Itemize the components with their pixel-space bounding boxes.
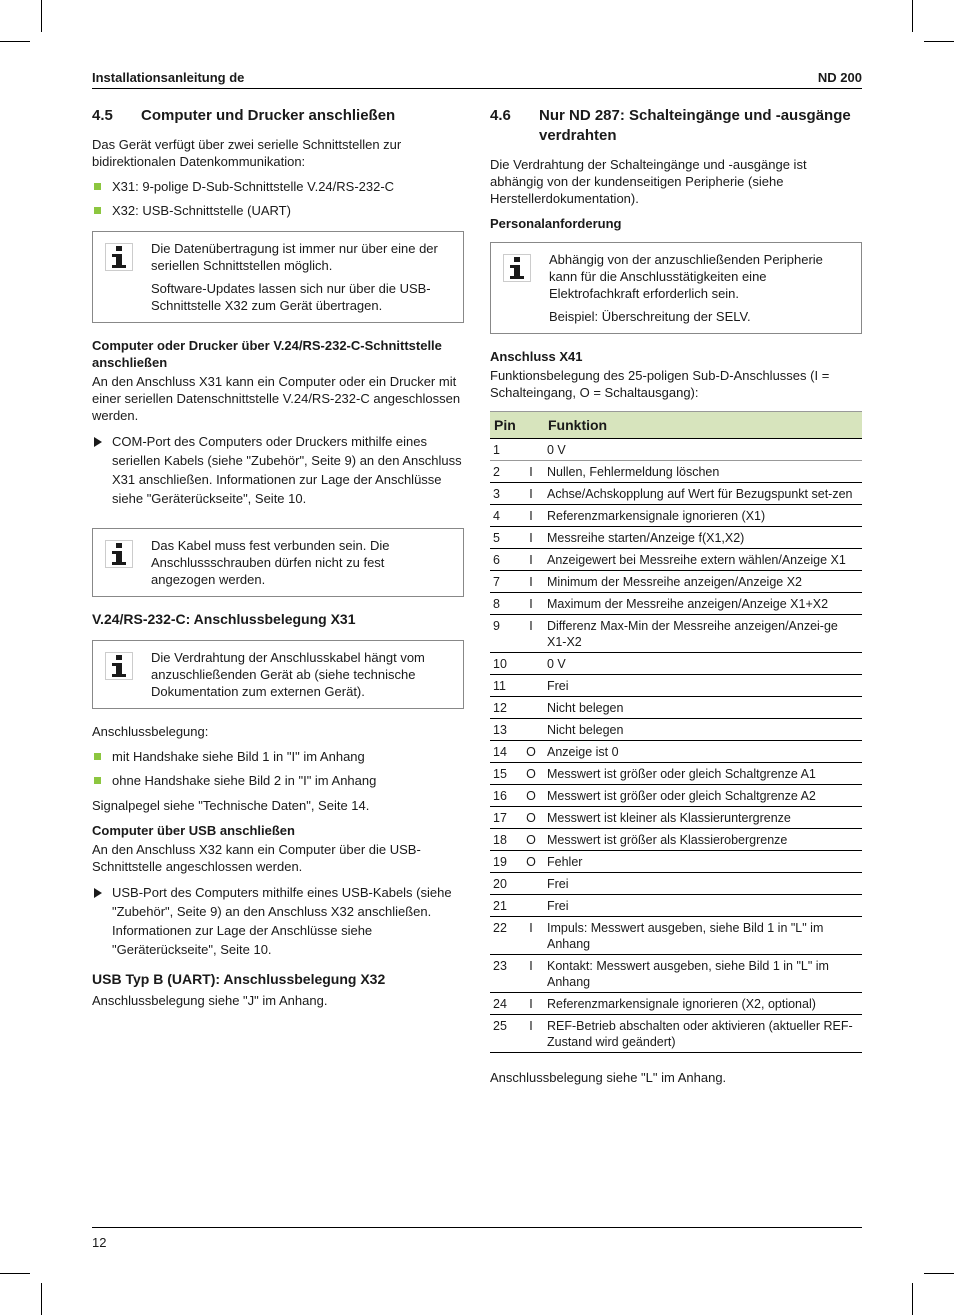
table-cell-func: Messwert ist kleiner als Klassieruntergrenze [544,807,862,829]
table-row [490,505,862,527]
table-cell-pin: 22 [490,917,518,955]
table-cell-io: I [518,593,544,615]
table-row [490,549,862,571]
table-row [490,527,862,549]
list-item [92,202,464,219]
table-cell-io [518,653,544,675]
table-cell-pin: 21 [490,895,518,917]
column-header-pin: Pin [490,412,544,439]
note-text: Die Verdrahtung der Anschlusskabel hängt vom anzuschließenden Gerät ab (siehe technische Dokumentation zum externen Gerät). [151,650,425,699]
table-row [490,807,862,829]
table-cell-func: Frei [544,675,862,697]
table-row [490,741,862,763]
section-title: Computer und Drucker anschließen [141,107,396,124]
header-doc-title: Installationsanleitung de [92,70,245,85]
table-cell-func: Messwert ist größer oder gleich Schaltgrenze A1 [544,763,862,785]
info-note [92,640,464,709]
table-row [490,955,862,993]
table-row [490,571,862,593]
table-cell-io [518,895,544,917]
section-title: Nur ND 287: Schalteingänge und -ausgänge verdrahten [539,107,851,144]
crop-mark [924,1273,954,1274]
crop-mark [912,1283,913,1315]
interface-list [92,178,464,219]
info-icon [105,243,133,271]
section-number: 4.6 [490,107,511,124]
body-text: Anschlussbelegung: [92,724,209,739]
crop-mark [912,0,913,32]
intro-text: Die Verdrahtung der Schalteingänge und -ausgänge ist abhängig von der kundenseitigen Peripherie (siehe Herstellerdokumentation). [490,157,807,206]
note-text: Abhängig von der anzuschließenden Peripherie kann für die Anschlusstätigkeiten eine Elektrofachkraft erforderlich sein. [549,252,823,301]
table-cell-func: REF-Betrieb abschalten oder aktivieren (aktueller REF-Zustand wird geändert) [544,1015,862,1053]
list-item-text: mit Handshake siehe Bild 1 in "I" im Anhang [112,749,365,764]
instruction-step [92,432,464,508]
intro-text: Das Gerät verfügt über zwei serielle Schnittstellen zur bidirektionalen Datenkommunikation: [92,137,402,169]
body-text: Funktionsbelegung des 25-poligen Sub-D-Anschlusses (I = Schalteingang, O = Schaltausgang): [490,368,830,400]
body-text: Anschlussbelegung siehe "J" im Anhang. [92,993,328,1008]
table-cell-func: Maximum der Messreihe anzeigen/Anzeige X1+X2 [544,593,862,615]
table-cell-io [518,439,544,461]
subheading-personnel: Personalanforderung [490,216,622,231]
table-row [490,993,862,1015]
table-cell-io: I [518,615,544,653]
page-number: 12 [92,1235,107,1250]
square-bullet-icon [94,207,101,214]
table-cell-io: O [518,741,544,763]
table-row [490,763,862,785]
right-column [490,106,862,1094]
square-bullet-icon [94,753,101,760]
table-row [490,439,862,461]
table-cell-func: Messwert ist größer oder gleich Schaltgrenze A2 [544,785,862,807]
subheading-x31: V.24/RS-232-C: Anschlussbelegung X31 [92,611,356,627]
info-note [490,242,862,334]
body-text: An den Anschluss X31 kann ein Computer oder ein Drucker mit einer seriellen Datenschnittstelle V.24/RS-232-C angeschlossen werden. [92,374,461,423]
table-cell-io: I [518,571,544,593]
table-cell-pin: 13 [490,719,518,741]
list-item [92,772,464,789]
table-cell-pin: 20 [490,873,518,895]
table-cell-pin: 8 [490,593,518,615]
table-cell-pin: 25 [490,1015,518,1053]
table-cell-pin: 9 [490,615,518,653]
footer-rule [92,1227,862,1228]
table-cell-pin: 11 [490,675,518,697]
table-header-row [490,412,862,439]
table-cell-func: Referenzmarkensignale ignorieren (X2, optional) [544,993,862,1015]
crop-mark [41,0,42,32]
table-cell-pin: 1 [490,439,518,461]
body-text: An den Anschluss X32 kann ein Computer über die USB-Schnittstelle angeschlossen werden. [92,842,421,874]
list-item-text: X31: 9-polige D-Sub-Schnittstelle V.24/RS-232-C [112,179,395,194]
section-heading-4-5 [92,106,464,126]
table-cell-func: Referenzmarkensignale ignorieren (X1) [544,505,862,527]
crop-mark [924,41,954,42]
table-cell-io: I [518,527,544,549]
table-cell-pin: 5 [490,527,518,549]
table-cell-pin: 3 [490,483,518,505]
note-text: Software-Updates lassen sich nur über die USB-Schnittstelle X32 zum Gerät übertragen. [151,281,431,313]
table-cell-pin: 10 [490,653,518,675]
table-cell-io: I [518,917,544,955]
column-header-function: Funktion [544,412,862,439]
table-row [490,653,862,675]
table-cell-io [518,675,544,697]
table-cell-func: Nullen, Fehlermeldung löschen [544,461,862,483]
table-row [490,719,862,741]
table-cell-pin: 19 [490,851,518,873]
body-text: Anschlussbelegung siehe "L" im Anhang. [490,1070,727,1085]
table-cell-io: I [518,993,544,1015]
section-number: 4.5 [92,107,113,124]
pin-table [490,411,862,1053]
table-cell-func: Frei [544,895,862,917]
table-row [490,697,862,719]
instruction-step [92,883,464,959]
table-cell-io: I [518,1015,544,1053]
pin-table-body [490,439,862,1053]
table-cell-io: O [518,829,544,851]
table-cell-func: Nicht belegen [544,719,862,741]
section-heading-4-6 [490,106,862,146]
table-cell-pin: 24 [490,993,518,1015]
table-cell-pin: 12 [490,697,518,719]
crop-mark [41,1283,42,1315]
table-row [490,1015,862,1053]
table-cell-io [518,719,544,741]
table-cell-io: I [518,461,544,483]
table-cell-pin: 23 [490,955,518,993]
table-cell-func: Messwert ist größer als Klassierobergrenze [544,829,862,851]
table-cell-func: Minimum der Messreihe anzeigen/Anzeige X2 [544,571,862,593]
arrow-right-icon [94,888,102,898]
table-cell-func: Frei [544,873,862,895]
table-row [490,461,862,483]
table-row [490,829,862,851]
subheading-x32: USB Typ B (UART): Anschlussbelegung X32 [92,971,386,987]
table-cell-pin: 2 [490,461,518,483]
step-text: USB-Port des Computers mithilfe eines USB-Kabels (siehe "Zubehör", Seite 9) an den Anschluss X32 anschließen. Informationen zur Lage der Anschlüsse siehe "Geräterückseite", Seite 10. [112,885,452,957]
table-row [490,851,862,873]
table-cell-pin: 15 [490,763,518,785]
table-cell-func: 0 V [544,653,862,675]
note-text: Beispiel: Überschreitung der SELV. [549,309,751,324]
left-column [92,106,464,1017]
subheading-x41: Anschluss X41 [490,349,583,364]
assignment-list [92,748,464,789]
table-row [490,873,862,895]
header-product: ND 200 [817,70,862,85]
table-cell-func: Anzeigewert bei Messreihe extern wählen/Anzeige X1 [544,549,862,571]
table-cell-io: I [518,505,544,527]
arrow-right-icon [94,437,102,447]
list-item-text: X32: USB-Schnittstelle (UART) [112,203,291,218]
body-text: Signalpegel siehe "Technische Daten", Seite 14. [92,798,370,813]
table-row [490,483,862,505]
note-text: Das Kabel muss fest verbunden sein. Die Anschlussschrauben dürfen nicht zu fest angezogen werden. [151,538,390,587]
step-text: COM-Port des Computers oder Druckers mithilfe eines seriellen Kabels (siehe "Zubehör", Seite 9) an den Anschluss X31 anschließen. Informationen zur Lage der Anschlüsse siehe "Geräterückseite", Seite 10. [112,434,462,506]
info-note [92,231,464,323]
list-item-text: ohne Handshake siehe Bild 2 in "I" im Anhang [112,773,377,788]
table-row [490,895,862,917]
square-bullet-icon [94,777,101,784]
table-cell-io: O [518,851,544,873]
table-cell-func: Achse/Achskopplung auf Wert für Bezugspunkt set-zen [544,483,862,505]
table-cell-func: Nicht belegen [544,697,862,719]
table-cell-io: O [518,807,544,829]
page-header [92,68,862,89]
table-row [490,675,862,697]
subheading-usb: Computer über USB anschließen [92,823,295,838]
table-cell-io [518,873,544,895]
subheading-rs232: Computer oder Drucker über V.24/RS-232-C-Schnittstelle anschließen [92,338,442,370]
table-cell-func: Kontakt: Messwert ausgeben, siehe Bild 1 in "L" im Anhang [544,955,862,993]
table-row [490,785,862,807]
table-cell-pin: 16 [490,785,518,807]
table-cell-pin: 18 [490,829,518,851]
table-cell-io: I [518,955,544,993]
info-icon [105,652,133,680]
table-cell-func: Differenz Max-Min der Messreihe anzeigen/Anzei-ge X1-X2 [544,615,862,653]
info-icon [105,540,133,568]
table-cell-io: O [518,785,544,807]
table-row [490,593,862,615]
table-cell-func: Anzeige ist 0 [544,741,862,763]
crop-mark [0,1273,30,1274]
table-row [490,917,862,955]
note-text: Die Datenübertragung ist immer nur über eine der seriellen Schnittstellen möglich. [151,241,438,273]
table-cell-pin: 17 [490,807,518,829]
table-cell-func: Fehler [544,851,862,873]
table-cell-pin: 6 [490,549,518,571]
table-cell-io [518,697,544,719]
square-bullet-icon [94,183,101,190]
table-cell-pin: 7 [490,571,518,593]
table-cell-pin: 14 [490,741,518,763]
table-cell-io: O [518,763,544,785]
table-cell-func: 0 V [544,439,862,461]
list-item [92,748,464,765]
crop-mark [0,41,30,42]
table-cell-io: I [518,483,544,505]
list-item [92,178,464,195]
table-cell-io: I [518,549,544,571]
table-cell-func: Messreihe starten/Anzeige f(X1,X2) [544,527,862,549]
table-cell-func: Impuls: Messwert ausgeben, siehe Bild 1 in "L" im Anhang [544,917,862,955]
table-cell-pin: 4 [490,505,518,527]
info-note [92,528,464,597]
info-icon [503,254,531,282]
table-row [490,615,862,653]
